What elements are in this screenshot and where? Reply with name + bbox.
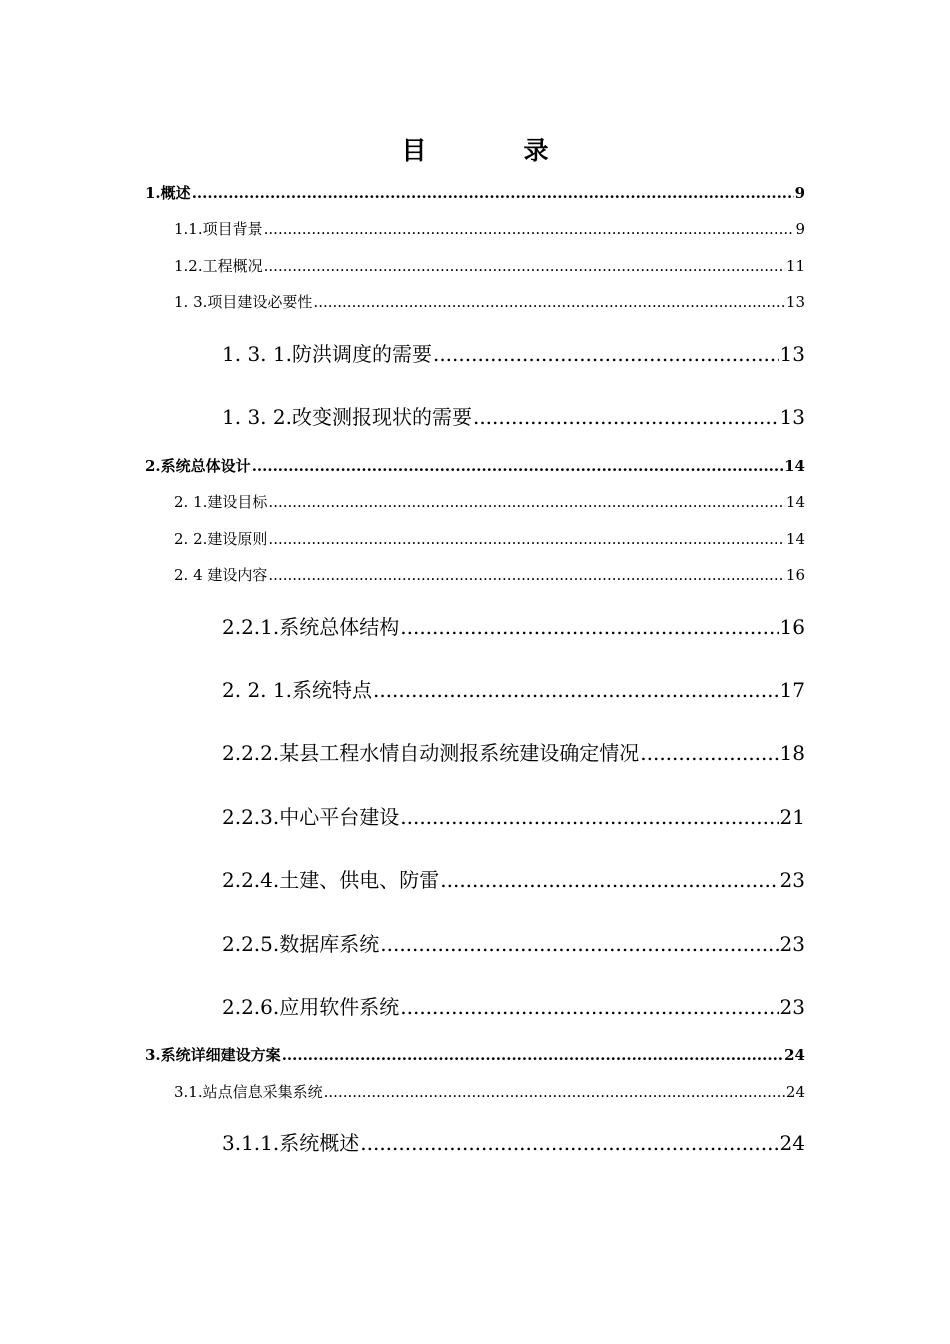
toc-entry-1-3-2[interactable]: [222, 401, 805, 427]
toc-entry-title: 系统特点: [291, 678, 372, 702]
toc-entry-title: 系统概述: [279, 1131, 360, 1155]
toc-entry-page: 21: [779, 805, 805, 829]
toc-entry-2-1[interactable]: [174, 491, 805, 511]
toc-entry-page: 13: [779, 342, 805, 366]
toc-entry-number: 2.2.6.: [222, 995, 280, 1019]
toc-entry-title: 防洪调度的需要: [291, 342, 432, 366]
toc-entry-page: 18: [779, 741, 805, 765]
toc-dot-leader: [400, 615, 778, 639]
toc-entry-title: 建设原则: [207, 530, 268, 548]
toc-entry-number: 2.2.4.: [222, 868, 280, 892]
toc-entry-title: 建设目标: [207, 493, 268, 511]
toc-entry-title: 项目建设必要性: [207, 293, 313, 311]
toc-entry-2-4[interactable]: [174, 564, 805, 584]
toc-entry-number: 3.: [145, 1046, 161, 1064]
toc-entry-page: 24: [779, 1131, 805, 1155]
toc-entry-2-2-4[interactable]: [222, 864, 805, 890]
toc-entry-title: 土建、供电、防雷: [279, 868, 440, 892]
toc-entry-title: 站点信息采集系统: [202, 1083, 323, 1101]
toc-entry-page: 11: [785, 257, 805, 275]
toc-dot-leader: [380, 932, 778, 956]
toc-dot-leader: [360, 1131, 778, 1155]
toc-entry-title: 项目背景: [202, 220, 263, 238]
toc-entry-page: 23: [779, 932, 805, 956]
toc-dot-leader: [400, 805, 778, 829]
toc-entry-page: 13: [779, 405, 805, 429]
toc-dot-leader: [268, 530, 784, 548]
toc-entry-1-2[interactable]: [174, 255, 805, 275]
toc-entry-1-3-1[interactable]: [222, 338, 805, 364]
toc-entry-title: 工程概况: [202, 257, 263, 275]
toc-entry-number: 1. 3. 2.: [222, 405, 292, 429]
toc-entry-3-1[interactable]: [174, 1081, 805, 1101]
toc-entry-number: 1.: [145, 184, 161, 202]
toc-entry-title: 改变测报现状的需要: [291, 405, 472, 429]
toc-entry-2-2-2[interactable]: [222, 737, 805, 763]
toc-dot-leader: [268, 566, 785, 584]
toc-entry-title: 概述: [160, 184, 191, 202]
toc-dot-leader: [473, 405, 779, 429]
toc-entry-number: 2. 1.: [174, 493, 208, 511]
toc-entry-page: 14: [784, 457, 805, 475]
toc-entry-number: 3.1.1.: [222, 1131, 280, 1155]
toc-entry-page: 16: [779, 615, 805, 639]
toc-entry-title: 中心平台建设: [279, 805, 400, 829]
toc-entry-page: 23: [779, 868, 805, 892]
toc-entry-title: 数据库系统: [279, 932, 380, 956]
toc-entry-page: 14: [785, 530, 805, 548]
toc-entry-number: 2. 2. 1.: [222, 678, 292, 702]
toc-entry-2-2-5[interactable]: [222, 928, 805, 954]
toc-entry-number: 1.2.: [174, 257, 203, 275]
toc-entry-number: 2.2.3.: [222, 805, 280, 829]
toc-dot-leader: [192, 184, 794, 202]
toc-entry-2-2-6[interactable]: [222, 991, 805, 1017]
toc-entry-title: 应用软件系统: [279, 995, 400, 1019]
toc-dot-leader: [373, 678, 779, 702]
toc-entry-number: 2. 2.: [174, 530, 208, 548]
toc-entry-page: 14: [785, 493, 805, 511]
toc-entry-1-1[interactable]: [174, 218, 805, 238]
toc-dot-leader: [264, 220, 795, 238]
toc-entry-2-2-3[interactable]: [222, 801, 805, 827]
toc-entry-page: 9: [795, 220, 805, 238]
toc-entry-2[interactable]: [145, 455, 805, 475]
toc-dot-leader: [433, 342, 779, 366]
toc-dot-leader: [313, 293, 784, 311]
toc-dot-leader: [400, 995, 778, 1019]
toc-dot-leader: [264, 257, 785, 275]
toc-entry-2-2-1-features[interactable]: [222, 674, 805, 700]
toc-entry-3-1-1[interactable]: [222, 1127, 805, 1153]
toc-entry-page: 17: [779, 678, 805, 702]
toc-entry-page: 24: [784, 1046, 805, 1064]
toc-entry-number: 1. 3.: [174, 293, 208, 311]
toc-entry-1[interactable]: [145, 182, 805, 202]
toc-entry-page: 24: [785, 1083, 805, 1101]
toc-entry-page: 9: [794, 184, 805, 202]
toc-dot-leader: [640, 741, 778, 765]
toc-entry-title: 系统总体结构: [279, 615, 400, 639]
toc-title: 目 录: [401, 136, 585, 165]
toc-entry-number: 1. 3. 1.: [222, 342, 292, 366]
toc-entry-2-2-1[interactable]: [222, 611, 805, 637]
toc-entry-3[interactable]: [145, 1044, 805, 1064]
toc-entry-title: 某县工程水情自动测报系统建设确定情况: [279, 741, 640, 765]
toc-entry-title: 2. 4 建设内容: [174, 566, 268, 584]
toc-dot-leader: [268, 493, 784, 511]
toc-entry-number: 2.: [145, 457, 161, 475]
toc-entry-2-2[interactable]: [174, 528, 805, 548]
toc-entry-number: 2.2.2.: [222, 741, 280, 765]
toc-dot-leader: [324, 1083, 785, 1101]
toc-entry-number: 2.2.1.: [222, 615, 280, 639]
toc-entry-page: 16: [785, 566, 805, 584]
toc-entry-title: 系统详细建设方案: [160, 1046, 281, 1064]
toc-dot-leader: [252, 457, 783, 475]
toc-entry-number: 3.1.: [174, 1083, 203, 1101]
toc-dot-leader: [282, 1046, 783, 1064]
toc-entry-number: 1.1.: [174, 220, 203, 238]
toc-dot-leader: [440, 868, 778, 892]
toc-entry-page: 23: [779, 995, 805, 1019]
toc-entry-number: 2.2.5.: [222, 932, 280, 956]
toc-entry-1-3[interactable]: [174, 291, 805, 311]
toc-entry-page: 13: [785, 293, 805, 311]
toc-entry-title: 系统总体设计: [160, 457, 251, 475]
